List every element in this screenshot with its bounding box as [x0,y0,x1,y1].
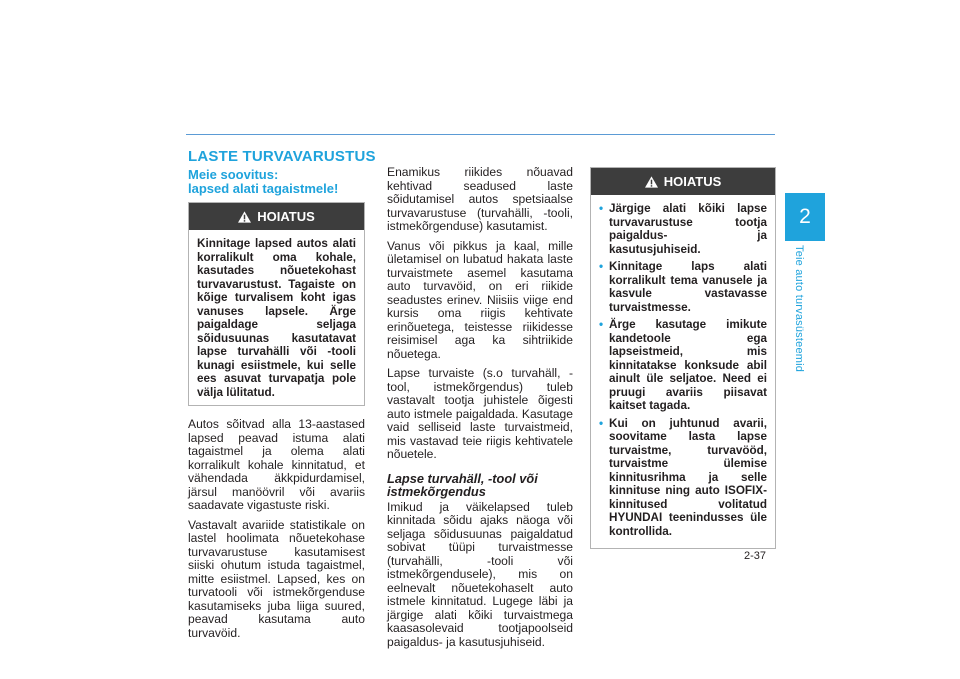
chapter-number: 2 [799,205,811,228]
warning-header [189,203,364,230]
warning-list [591,195,775,548]
bullet-dot-icon: • [599,202,604,215]
subtitle-line1: Meie soovitus: [188,167,279,182]
list-item: • Ärge kasutage imikute kandetoole ega lapseistmeid, mis kinnitatakse konksude abil ainult üle seljatoe. Need ei pruugi avariis piisavat kaitset tagada. [599,318,767,412]
bullet-dot-icon: • [599,416,604,430]
middle-paragraph-2: Vanus või pikkus ja kaal, mille ületamisel on lubatud hakata laste turvaistmete asemel kasutama auto turvavöid, on eri riikide seadustes erinev. Niisiis viige end kursis oma riigis kehtivate erinõuetega, teistesse riikidesse reisimisel aga ka sihtriikide nõuetega. [387,238,573,361]
header-rule [186,134,775,135]
warning-triangle-icon [238,211,251,223]
section-title: LASTE TURVAVARUSTUS [188,148,376,165]
page-number: 2-37 [744,550,767,562]
subtitle-line2: lapsed alati tagaistmele! [188,181,339,196]
warning-box-left [188,202,365,406]
warning-title: HOIATUS [257,208,315,224]
warning-title: HOIATUS [663,174,722,189]
middle-paragraph-1: Enamikus riikides nõuavad kehtivad seadused laste sõidutamisel autos spetsiaalse turvavarustuse (turvahälli, -tooli, istmekõrgenduse) kasutamist. [387,165,573,233]
warning-triangle-icon [645,176,658,188]
bullet-dot-icon: • [599,318,604,331]
warning-box-right [590,167,776,549]
subsection-heading: Lapse turvahäll, -tool või istmekõrgendus [387,470,538,499]
list-item: • Kui on juhtunud avarii, soovitame lasta lapse turvaistme, turvavööd, turvaistme ülemise kinnitusrihma ja selle kinnituse ning auto ISOFIX-kinnitused volitatud HYUNDAI teenindusses üle kontrollida. [599,416,767,538]
warning-header [591,168,775,195]
left-paragraph-1: Autos sõitvad alla 13-aastased lapsed peavad istuma alati tagaistmel ja olema alati korralikult kohale kinnitatud, et vähendada äkkpidurdamisel, järsul manöövril või avariis saadavate vigastuste riski. [188,417,365,512]
warning-text: Kinnitage lapsed autos alati korralikult oma kohale, kasutades nõuetekohast turvavarustust. Tagaiste on kõige turvalisem koht igas vanuses lapsele. Ärge paigaldage seljaga sõidusuunas kasutatavat lapse turvahälli või -tooli kunagi esiistmele, kui selle ees asuvat turvapatja pole välja lülitatud. [197,237,356,399]
chapter-tab [785,193,825,241]
list-item: • Kinnitage laps alati korralikult tema vanusele ja kasvule vastavasse turvaistmesse. [599,260,767,314]
middle-column [387,166,573,655]
bullet-dot-icon: • [599,260,604,273]
left-column [188,168,365,646]
list-item: • Järgige alati kõiki lapse turvavarustuse tootja paigaldus- ja kasutusjuhiseid. [599,202,767,256]
chapter-title: Teie auto turvasüsteemid [793,245,805,373]
middle-paragraph-4: Imikud ja väikelapsed tuleb kinnitada sõidu ajaks näoga või seljaga sõidusuunas paigaldatud sobivat tüüpi turvaistmesse (turvahälli, -tooli või istmekõrgendusele), mis on eelnevalt nõuetekohaselt auto istmele kinnitatud. Lugege läbi ja järgige alati kõiki turvaistmega kaasasolevaid tootjapoolseid paigaldus- ja kasutusjuhiseid. [387,499,573,649]
left-paragraph-2: Vastavalt avariide statistikale on lastel hoolimata nõuetekohase turvavarustuse kasutamisest siiski ohutum istuda tagaistmel, mitte esiistmel. Lapsed, kes on turvatooli või istmekõrgenduse kasutamiseks juba liiga suured, peavad kasutama auto turvavöid. [188,517,365,640]
middle-paragraph-3: Lapse turvaiste (s.o turvahäll, -tool, istmekõrgendus) tuleb vastavalt tootja juhistele õigesti auto istmele paigaldada. Kasutage vaid selliseid laste turvaistmeid, mis vastavad teie riigis kehtivatele nõuetele. [387,366,573,461]
